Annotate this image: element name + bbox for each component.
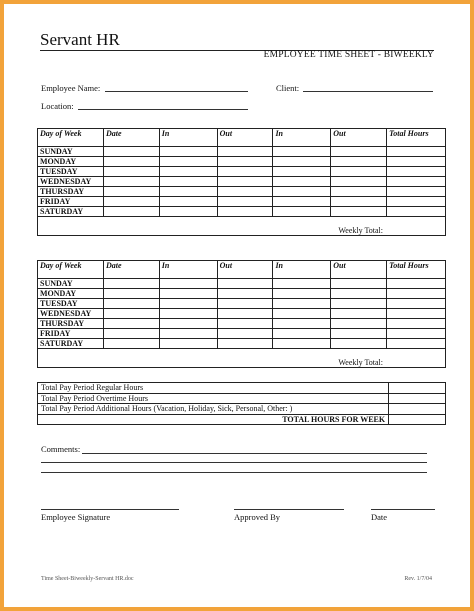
time-cell[interactable] — [217, 197, 273, 207]
comments-line-3[interactable] — [41, 463, 427, 473]
table-row — [38, 197, 446, 207]
table-header-row — [38, 129, 446, 147]
time-cell[interactable] — [331, 309, 387, 319]
pay-row-value[interactable] — [389, 383, 446, 394]
time-cell[interactable] — [273, 319, 331, 329]
total-hours-value[interactable] — [389, 414, 446, 425]
time-cell[interactable] — [273, 339, 331, 349]
time-cell[interactable] — [387, 309, 446, 319]
table-row — [38, 329, 446, 339]
time-cell[interactable] — [331, 177, 387, 187]
day-label: MONDAY — [38, 157, 104, 167]
time-cell[interactable] — [103, 197, 159, 207]
time-cell[interactable] — [387, 339, 446, 349]
time-cell[interactable] — [331, 197, 387, 207]
time-cell[interactable] — [159, 177, 217, 187]
day-label: THURSDAY — [38, 319, 104, 329]
time-cell[interactable] — [103, 309, 159, 319]
pay-row-label: Total Pay Period Additional Hours (Vacation, Holiday, Sick, Personal, Other: ) — [38, 404, 389, 415]
table-row — [38, 187, 446, 197]
location-label: Location: — [41, 101, 74, 111]
column-header: Total Hours — [387, 261, 446, 279]
time-cell[interactable] — [217, 207, 273, 217]
time-cell[interactable] — [331, 329, 387, 339]
time-cell[interactable] — [159, 289, 217, 299]
table-header-row — [38, 261, 446, 279]
time-cell[interactable] — [103, 289, 159, 299]
time-cell[interactable] — [217, 177, 273, 187]
table-row — [38, 157, 446, 167]
time-cell[interactable] — [159, 157, 217, 167]
time-cell[interactable] — [159, 167, 217, 177]
client-label: Client: — [276, 83, 300, 93]
day-label: TUESDAY — [38, 167, 104, 177]
time-cell[interactable] — [273, 207, 331, 217]
time-cell[interactable] — [331, 299, 387, 309]
column-header: Out — [217, 261, 273, 279]
time-cell[interactable] — [217, 299, 273, 309]
time-cell[interactable] — [217, 309, 273, 319]
table-row — [38, 147, 446, 157]
time-cell[interactable] — [387, 177, 446, 187]
pay-row-value[interactable] — [389, 404, 446, 415]
time-cell[interactable] — [273, 299, 331, 309]
time-cell[interactable] — [331, 319, 387, 329]
column-header: Day of Week — [38, 129, 104, 147]
pay-row-value[interactable] — [389, 393, 446, 404]
time-cell[interactable] — [217, 187, 273, 197]
time-cell[interactable] — [273, 177, 331, 187]
day-label: SATURDAY — [38, 339, 104, 349]
column-header: Out — [217, 129, 273, 147]
time-cell[interactable] — [217, 289, 273, 299]
time-cell[interactable] — [387, 157, 446, 167]
time-cell[interactable] — [159, 319, 217, 329]
time-cell[interactable] — [331, 147, 387, 157]
table-row — [38, 289, 446, 299]
form-title: EMPLOYEE TIME SHEET - BIWEEKLY — [263, 50, 434, 60]
pay-summary-table — [37, 382, 446, 425]
time-cell[interactable] — [217, 319, 273, 329]
time-cell[interactable] — [331, 157, 387, 167]
time-cell[interactable] — [273, 187, 331, 197]
time-cell[interactable] — [331, 339, 387, 349]
approved-by-line[interactable] — [234, 500, 344, 510]
column-header: In — [273, 129, 331, 147]
time-cell[interactable] — [273, 197, 331, 207]
time-cell[interactable] — [103, 339, 159, 349]
time-cell[interactable] — [387, 299, 446, 309]
day-label: WEDNESDAY — [38, 177, 104, 187]
table-row — [38, 167, 446, 177]
time-cell[interactable] — [217, 147, 273, 157]
time-cell[interactable] — [387, 289, 446, 299]
time-cell[interactable] — [387, 147, 446, 157]
time-cell[interactable] — [217, 167, 273, 177]
comments-label: Comments: — [41, 444, 81, 454]
time-cell[interactable] — [387, 319, 446, 329]
column-header: Date — [103, 261, 159, 279]
time-cell[interactable] — [103, 177, 159, 187]
column-header: Out — [331, 261, 387, 279]
date-line[interactable] — [371, 500, 435, 510]
column-header: Out — [331, 129, 387, 147]
day-label: WEDNESDAY — [38, 309, 104, 319]
approved-by-label: Approved By — [234, 512, 281, 522]
time-cell[interactable] — [159, 329, 217, 339]
time-cell[interactable] — [103, 147, 159, 157]
time-cell[interactable] — [331, 187, 387, 197]
time-cell[interactable] — [103, 329, 159, 339]
day-label: SUNDAY — [38, 147, 104, 157]
weekly-total-label: Weekly Total: — [38, 217, 446, 236]
comments-line-2[interactable] — [41, 453, 427, 463]
day-label: SUNDAY — [38, 279, 104, 289]
column-header: In — [159, 261, 217, 279]
time-cell[interactable] — [159, 279, 217, 289]
time-cell[interactable] — [103, 279, 159, 289]
time-cell[interactable] — [387, 279, 446, 289]
time-cell[interactable] — [331, 279, 387, 289]
time-cell[interactable] — [387, 187, 446, 197]
weekly-total-label: Weekly Total: — [38, 349, 446, 368]
time-cell[interactable] — [159, 197, 217, 207]
table-row — [38, 299, 446, 309]
pay-row — [38, 383, 446, 394]
company-name: Servant HR — [40, 30, 120, 49]
location-field[interactable] — [78, 100, 248, 110]
time-cell[interactable] — [217, 339, 273, 349]
date-label: Date — [371, 512, 388, 522]
footer-revision: Rev. 1/7/04 — [404, 576, 432, 582]
column-header: In — [273, 261, 331, 279]
column-header: Total Hours — [387, 129, 446, 147]
table-row — [38, 279, 446, 289]
time-cell[interactable] — [159, 309, 217, 319]
table-row — [38, 177, 446, 187]
employee-signature-line[interactable] — [41, 500, 179, 510]
employee-name-field[interactable] — [105, 82, 248, 92]
pay-row-label: Total Pay Period Regular Hours — [38, 383, 389, 394]
total-hours-label: TOTAL HOURS FOR WEEK — [38, 414, 389, 425]
day-label: MONDAY — [38, 289, 104, 299]
pay-total-row — [38, 414, 446, 425]
time-cell[interactable] — [331, 167, 387, 177]
time-cell[interactable] — [273, 279, 331, 289]
week-2-table — [37, 260, 446, 368]
time-cell[interactable] — [273, 289, 331, 299]
time-cell[interactable] — [103, 299, 159, 309]
pay-row — [38, 393, 446, 404]
time-cell[interactable] — [159, 187, 217, 197]
day-label: FRIDAY — [38, 329, 104, 339]
time-cell[interactable] — [387, 329, 446, 339]
time-cell[interactable] — [159, 299, 217, 309]
pay-row — [38, 404, 446, 415]
week-1-table — [37, 128, 446, 236]
column-header: Date — [103, 129, 159, 147]
footer-filename: Time Sheet-Biweekly-Servant HR.doc — [41, 576, 134, 582]
column-header: Day of Week — [38, 261, 104, 279]
time-cell[interactable] — [103, 157, 159, 167]
time-cell[interactable] — [273, 147, 331, 157]
time-cell[interactable] — [159, 339, 217, 349]
table-row — [38, 207, 446, 217]
pay-row-label: Total Pay Period Overtime Hours — [38, 393, 389, 404]
column-header: In — [159, 129, 217, 147]
time-cell[interactable] — [103, 187, 159, 197]
time-cell[interactable] — [387, 167, 446, 177]
time-cell[interactable] — [331, 207, 387, 217]
client-field[interactable] — [303, 82, 433, 92]
time-cell[interactable] — [273, 309, 331, 319]
employee-signature-label: Employee Signature — [41, 512, 111, 522]
table-row — [38, 339, 446, 349]
weekly-total-row — [38, 217, 446, 236]
time-cell[interactable] — [103, 167, 159, 177]
time-cell[interactable] — [217, 329, 273, 339]
day-label: TUESDAY — [38, 299, 104, 309]
time-cell[interactable] — [331, 289, 387, 299]
time-cell[interactable] — [103, 207, 159, 217]
time-cell[interactable] — [273, 157, 331, 167]
table-row — [38, 309, 446, 319]
time-cell[interactable] — [387, 197, 446, 207]
day-label: FRIDAY — [38, 197, 104, 207]
time-cell[interactable] — [159, 147, 217, 157]
day-label: SATURDAY — [38, 207, 104, 217]
time-cell[interactable] — [217, 279, 273, 289]
time-cell[interactable] — [217, 157, 273, 167]
time-cell[interactable] — [273, 167, 331, 177]
weekly-total-row — [38, 349, 446, 368]
day-label: THURSDAY — [38, 187, 104, 197]
time-cell[interactable] — [159, 207, 217, 217]
time-cell[interactable] — [103, 319, 159, 329]
table-row — [38, 319, 446, 329]
employee-name-label: Employee Name: — [41, 83, 101, 93]
time-cell[interactable] — [387, 207, 446, 217]
time-cell[interactable] — [273, 329, 331, 339]
